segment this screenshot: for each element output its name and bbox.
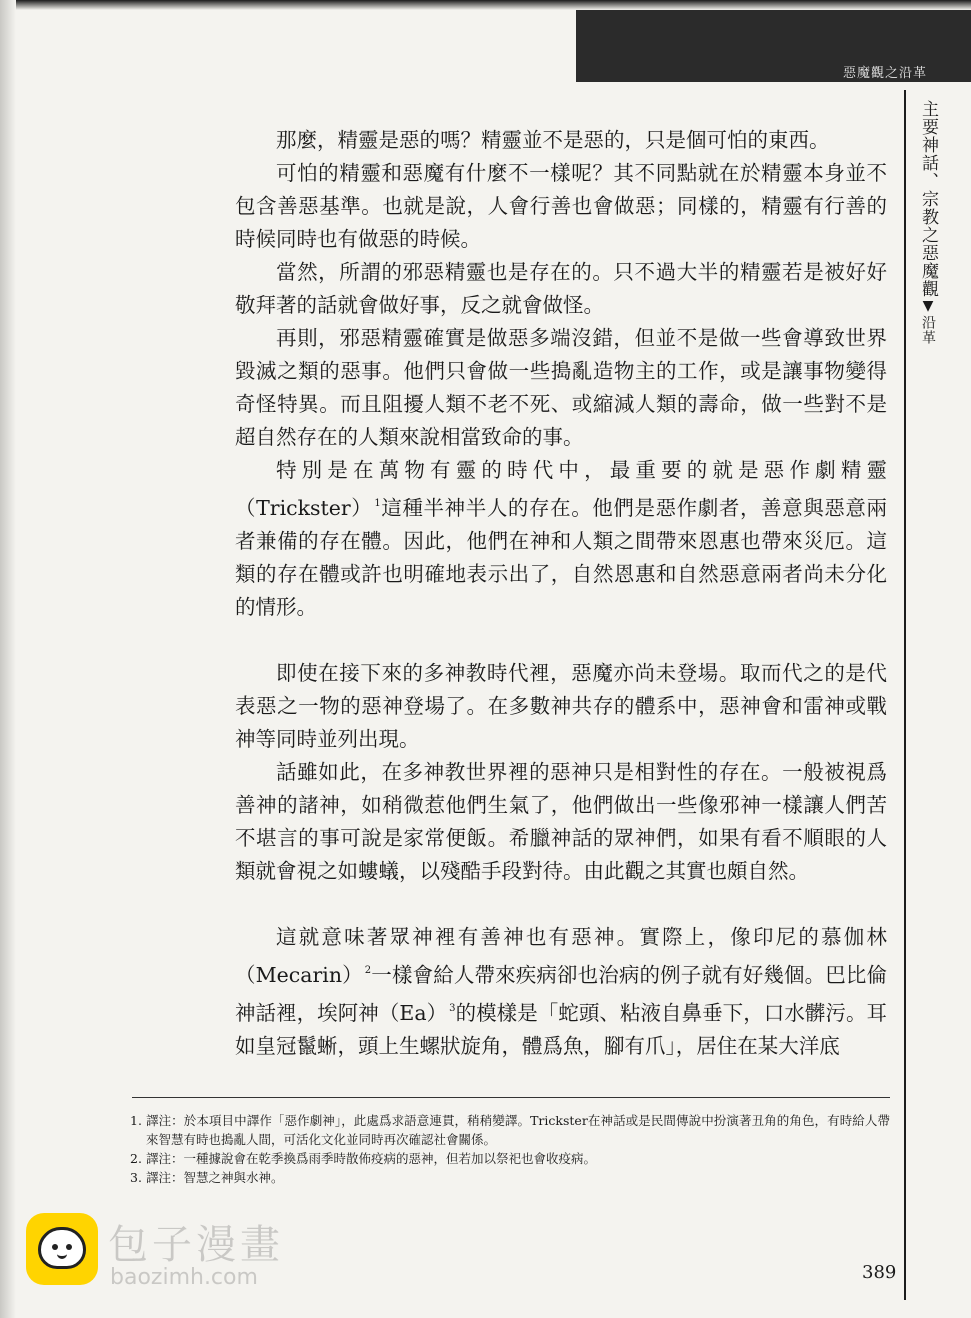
- bun-face-icon[interactable]: [26, 1213, 98, 1285]
- side-tab-main: 主要神話、宗教之惡魔觀: [918, 100, 938, 298]
- footnote-mark-2: 2: [364, 965, 372, 976]
- footnote-number: 2.: [130, 1151, 142, 1166]
- side-tab-sub: 沿革: [920, 315, 936, 345]
- side-tab-rule: [904, 90, 906, 1300]
- mouth: [57, 1250, 67, 1259]
- body-text: [235, 124, 887, 1063]
- side-chapter-tab: [915, 100, 941, 345]
- paragraph-text: 一樣會給人帶來疾病卻也治病的例子就有好幾個。巴比倫神話裡，埃阿神（Ea）: [235, 963, 888, 1025]
- running-header-title: 惡魔觀之沿革: [842, 66, 927, 81]
- paragraph: 話雖如此，在多神教世界裡的惡神只是相對性的存在。一般被視爲善神的諸神，如稍微惹他們生氣了，他們做出一些像邪神一樣讓人們苦不堪言的事可說是家常便飯。希臘神話的眾神們，如果有看不順眼的人類就會視之如螻蟻，以殘酷手段對待。由此觀之其實也頗自然。: [235, 760, 887, 883]
- paragraph: 可怕的精靈和惡魔有什麼不一樣呢？其不同點就在於精靈本身並不包含善惡基準。也就是說，人會行善也會做惡；同樣的，精靈有行善的時候同時也有做惡的時候。: [235, 161, 887, 251]
- paragraph-text: 特別是在萬物有靈的時代中，最重要的就是惡作劇精靈（Trickster）: [235, 458, 887, 520]
- paragraph-text: 這就意味著眾神裡有善神也有惡神。實際上，像印尼的慕伽林（Mecarin）: [235, 925, 887, 987]
- paragraph: 即使在接下來的多神教時代裡，惡魔亦尚未登場。取而代之的是代表惡之一物的惡神登場了。在多數神共存的體系中，惡神會和雷神或戰神等同時並列出現。: [235, 661, 887, 751]
- footnote: [130, 1149, 890, 1168]
- paragraph: 再則，邪惡精靈確實是做惡多端沒錯，但並不是做一些會導致世界毀滅之類的惡事。他們只會做一些搗亂造物主的工作，或是讓事物變得奇怪特異。而且阻擾人類不老不死、或縮減人類的壽命，做一些對不是超自然存在的人類來說相當致命的事。: [235, 326, 887, 449]
- footnote-number: 3.: [130, 1170, 142, 1185]
- top-binding-shadow: [0, 0, 971, 10]
- watermark-name: 包子漫畫: [108, 1222, 284, 1268]
- watermark-url[interactable]: baozimh.com: [110, 1265, 258, 1290]
- footnote-mark-3: 3: [449, 1003, 456, 1014]
- page-number: 389: [862, 1262, 897, 1283]
- triangle-down-icon: ▼: [920, 298, 936, 315]
- footnote-text: 譯注：於本項目中譯作「惡作劇神」，此處爲求語意連貫，稍稍變譯。Trickster在神話或是民間傳說中扮演著丑角的角色，有時給人帶來智慧有時也搗亂人間，可活化文化並同時再次確認社會關係。: [146, 1113, 890, 1147]
- paragraph: 那麼，精靈是惡的嗎？精靈並不是惡的，只是個可怕的東西。: [276, 128, 830, 152]
- footnote-number: 1.: [130, 1113, 142, 1128]
- bun-face: [38, 1227, 86, 1269]
- footnotes: [130, 1111, 890, 1187]
- footnote: [130, 1111, 890, 1149]
- paragraph-trickster: [235, 454, 887, 624]
- footnote-mark-1: 1: [374, 498, 381, 509]
- left-gutter-shadow: [0, 0, 16, 1318]
- paragraph-mecarin: [235, 921, 887, 1063]
- paragraph-text: 的模樣是「蛇頭、粘液自鼻垂下，口水髒污。耳如皇冠鬣蜥，頭上生螺狀旋角，體爲魚，腳有爪」，居住在某大洋底: [235, 1001, 888, 1058]
- paragraph-text: 這種半神半人的存在。他們是惡作劇者，善意與惡意兩者兼備的存在體。因此，他們在神和人類之間帶來恩惠也帶來災厄。這類的存在體或許也明確地表示出了，自然恩惠和自然惡意兩者尚未分化的情形。: [235, 496, 888, 619]
- site-watermark[interactable]: [26, 1213, 316, 1293]
- footnote-text: 譯注：智慧之神與水神。: [146, 1170, 284, 1185]
- paragraph: 當然，所謂的邪惡精靈也是存在的。只不過大半的精靈若是被好好敬拜著的話就會做好事，反之就會做怪。: [235, 260, 887, 317]
- footnote: [130, 1168, 890, 1187]
- footnote-text: 譯注：一種據說會在乾季換爲雨季時散佈疫病的惡神，但若加以祭祀也會收疫病。: [146, 1151, 597, 1166]
- footnote-rule: [132, 1097, 890, 1098]
